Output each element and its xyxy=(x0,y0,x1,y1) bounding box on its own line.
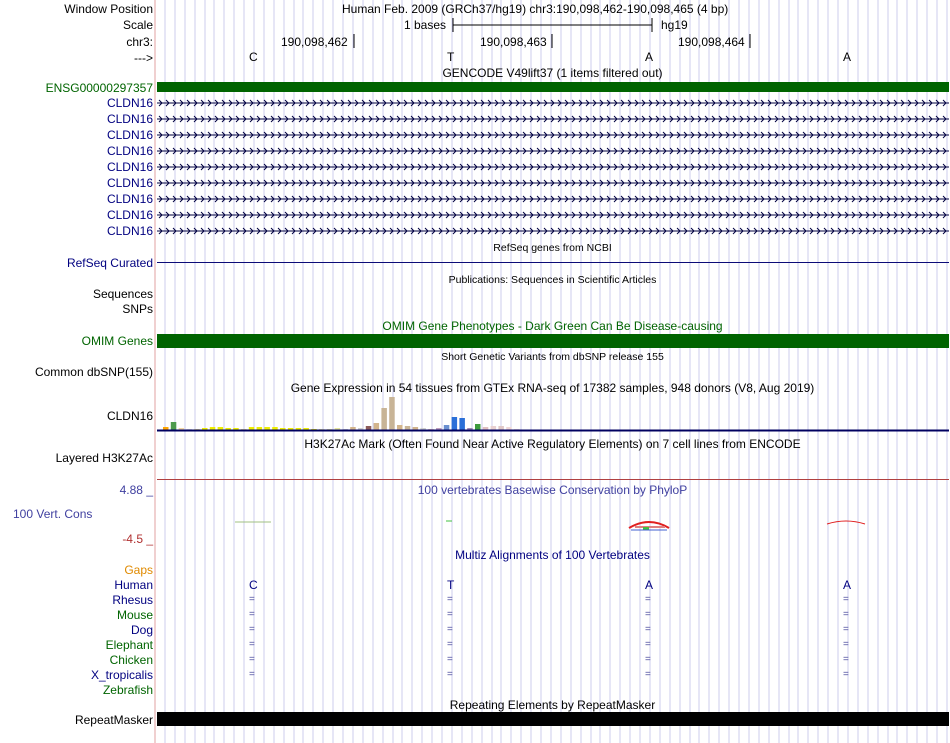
refseq-line[interactable] xyxy=(157,262,949,263)
gtex-tissue-bar xyxy=(381,408,387,430)
multiz-aligned-base: = xyxy=(645,654,651,665)
multiz-aligned-base: = xyxy=(447,609,453,620)
scale-bar xyxy=(452,15,654,35)
gtex-tissue-bar xyxy=(374,423,380,430)
gencode-transcript-label[interactable]: CLDN16 xyxy=(106,112,153,126)
chrom-label: chr3: xyxy=(126,35,153,49)
refseq-curated-label[interactable]: RefSeq Curated xyxy=(66,256,153,270)
multiz-species-label[interactable]: Mouse xyxy=(116,608,153,622)
omim-bar[interactable] xyxy=(157,334,949,348)
publications-track-title: Publications: Sequences in Scientific Articles xyxy=(448,274,657,286)
publications-sequences-label[interactable]: Sequences xyxy=(92,287,153,301)
phylop-track-label[interactable]: 100 Vert. Cons xyxy=(13,507,93,521)
gencode-transcript-label[interactable]: CLDN16 xyxy=(106,208,153,222)
gencode-transcript-line[interactable] xyxy=(157,161,949,173)
layered-h3k27ac-label[interactable]: Layered H3K27Ac xyxy=(55,451,153,465)
multiz-aligned-base: = xyxy=(447,669,453,680)
base-3: A xyxy=(645,50,654,64)
base-2: T xyxy=(447,50,455,64)
h3k27ac-track-title: H3K27Ac Mark (Often Found Near Active Regulatory Elements) on 7 cell lines from ENCODE xyxy=(304,437,801,451)
dbsnp-track-title: Short Genetic Variants from dbSNP release 155 xyxy=(441,351,664,363)
h3k27ac-baseline xyxy=(157,479,949,480)
phylop-track-title: 100 vertebrates Basewise Conservation by PhyloP xyxy=(417,483,688,497)
gencode-transcript-line[interactable] xyxy=(157,209,949,221)
multiz-aligned-base: = xyxy=(645,594,651,605)
gencode-gene-id-label[interactable]: ENSG00000297357 xyxy=(45,81,153,95)
common-dbsnp-label[interactable]: Common dbSNP(155) xyxy=(34,365,153,379)
multiz-aligned-base: = xyxy=(843,594,849,605)
gencode-track-title: GENCODE V49lift37 (1 items filtered out) xyxy=(442,66,663,80)
gencode-transcript-label[interactable]: CLDN16 xyxy=(106,128,153,142)
multiz-aligned-base: = xyxy=(447,654,453,665)
gtex-tissue-bar xyxy=(389,397,395,430)
multiz-aligned-base: = xyxy=(447,624,453,635)
multiz-aligned-base: = xyxy=(447,639,453,650)
phylop-min-label: -4.5 _ xyxy=(122,532,153,546)
gtex-tissue-bar xyxy=(475,424,481,430)
gtex-gene-label[interactable]: CLDN16 xyxy=(106,409,153,423)
multiz-aligned-base: = xyxy=(843,639,849,650)
gencode-transcript-label[interactable]: CLDN16 xyxy=(106,96,153,110)
gtex-tissue-bar xyxy=(452,417,458,430)
multiz-species-label[interactable]: Chicken xyxy=(109,653,153,667)
gtex-tissue-bar xyxy=(171,422,177,430)
gencode-transcript-line[interactable] xyxy=(157,193,949,205)
multiz-aligned-base: = xyxy=(249,609,255,620)
ruler-position-1: 190,098,462 xyxy=(281,35,348,49)
gencode-transcript-line[interactable] xyxy=(157,129,949,141)
multiz-human-base: T xyxy=(447,578,455,592)
multiz-aligned-base: = xyxy=(843,669,849,680)
window-position-label: Window Position xyxy=(64,2,153,16)
gencode-transcript-line[interactable] xyxy=(157,113,949,125)
refseq-track-title: RefSeq genes from NCBI xyxy=(493,242,612,254)
gtex-tissue-bar xyxy=(491,426,497,430)
gtex-tissue-bar xyxy=(444,425,450,430)
gtex-bar-chart[interactable] xyxy=(157,395,949,433)
gtex-tissue-bar xyxy=(397,425,403,430)
gencode-transcript-line[interactable] xyxy=(157,225,949,237)
gencode-transcript-line[interactable] xyxy=(157,145,949,157)
repeatmasker-label[interactable]: RepeatMasker xyxy=(74,713,153,727)
multiz-human-base: A xyxy=(645,578,654,592)
multiz-human-base: C xyxy=(249,578,258,592)
base-4: A xyxy=(843,50,852,64)
ruler-ticks xyxy=(0,34,950,50)
gencode-transcript-line[interactable] xyxy=(157,177,949,189)
base-1: C xyxy=(249,50,258,64)
multiz-aligned-base: = xyxy=(843,624,849,635)
scale-label: Scale xyxy=(122,18,153,32)
multiz-species-label[interactable]: Dog xyxy=(130,623,153,637)
omim-genes-label[interactable]: OMIM Genes xyxy=(81,334,153,348)
multiz-track-title: Multiz Alignments of 100 Vertebrates xyxy=(455,548,650,562)
multiz-species-label[interactable]: Zebrafish xyxy=(102,683,153,697)
multiz-species-label[interactable]: Rhesus xyxy=(112,593,153,607)
ruler-position-2: 190,098,463 xyxy=(480,35,547,49)
gtex-track-title: Gene Expression in 54 tissues from GTEx RNA-seq of 17382 samples, 948 donors (V8, Aug 2019) xyxy=(290,381,815,395)
multiz-aligned-base: = xyxy=(645,609,651,620)
gencode-transcript-label[interactable]: CLDN16 xyxy=(106,160,153,174)
gtex-tissue-bar xyxy=(366,426,372,430)
gencode-gene-bar[interactable] xyxy=(157,82,949,92)
multiz-aligned-base: = xyxy=(843,609,849,620)
gencode-transcript-label[interactable]: CLDN16 xyxy=(106,176,153,190)
gtex-tissue-bar xyxy=(498,426,504,430)
gencode-transcript-label[interactable]: CLDN16 xyxy=(106,144,153,158)
window-position-text: Human Feb. 2009 (GRCh37/hg19) chr3:190,098,462-190,098,465 (4 bp) xyxy=(342,2,729,16)
multiz-species-label[interactable]: Elephant xyxy=(105,638,153,652)
omim-track-title: OMIM Gene Phenotypes - Dark Green Can Be Disease-causing xyxy=(382,319,723,333)
gencode-transcript-line[interactable] xyxy=(157,97,949,109)
multiz-aligned-base: = xyxy=(249,654,255,665)
multiz-human-base: A xyxy=(843,578,852,592)
ruler-position-3: 190,098,464 xyxy=(678,35,745,49)
multiz-aligned-base: = xyxy=(447,594,453,605)
repeatmasker-track-title: Repeating Elements by RepeatMasker xyxy=(449,698,656,712)
multiz-aligned-base: = xyxy=(645,639,651,650)
gtex-tissue-bar xyxy=(459,418,465,430)
gtex-tissue-bar xyxy=(405,426,411,430)
multiz-aligned-base: = xyxy=(249,639,255,650)
multiz-aligned-base: = xyxy=(249,594,255,605)
multiz-gaps-label[interactable]: Gaps xyxy=(124,563,153,577)
multiz-aligned-base: = xyxy=(843,654,849,665)
multiz-species-label[interactable]: X_tropicalis xyxy=(90,668,153,682)
phylop-max-label: 4.88 _ xyxy=(119,483,153,497)
repeatmasker-bar[interactable] xyxy=(157,712,949,726)
multiz-aligned-base: = xyxy=(645,669,651,680)
multiz-aligned-base: = xyxy=(249,669,255,680)
assembly-label: hg19 xyxy=(661,18,688,32)
gencode-transcript-label[interactable]: CLDN16 xyxy=(106,192,153,206)
gencode-transcript-label[interactable]: CLDN16 xyxy=(106,224,153,238)
multiz-species-label[interactable]: Human xyxy=(114,578,153,592)
publications-snps-label[interactable]: SNPs xyxy=(122,302,153,316)
multiz-aligned-base: = xyxy=(249,624,255,635)
phylop-signal[interactable] xyxy=(157,510,949,536)
multiz-aligned-base: = xyxy=(645,624,651,635)
scale-text: 1 bases xyxy=(404,18,447,32)
strand-label: ---> xyxy=(134,51,153,65)
